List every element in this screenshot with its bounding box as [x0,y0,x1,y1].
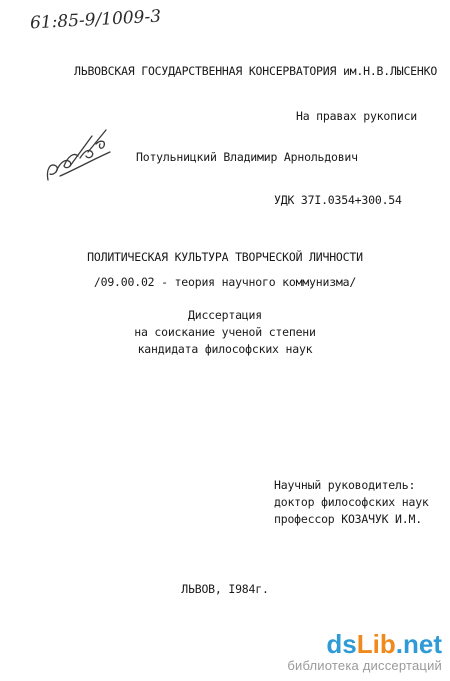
supervisor-label: Научный руководитель: [274,478,416,492]
handwritten-signature [40,122,120,188]
dissertation-title: ПОЛИТИЧЕСКАЯ КУЛЬТУРА ТВОРЧЕСКОЙ ЛИЧНОСТИ [87,250,363,264]
work-type-line1: Диссертация [188,308,262,322]
specialty-code: /09.00.02 - теория научного коммунизма/ [93,275,357,289]
author-name: Потульницкий Владимир Арнольдович [136,150,358,164]
supervisor-degree: доктор философских наук [274,495,429,509]
work-type-line3: кандидата философских наук [137,342,313,356]
logo-ds: ds [326,629,357,659]
dslib-watermark [287,630,442,673]
watermark-caption: библиотека диссертаций [287,658,442,673]
place-year: ЛЬВОВ, I984г. [181,582,269,596]
archive-mark: 61:85-9/1009-3 [29,6,162,34]
logo-lib: Lib [356,629,396,659]
supervisor-name: профессор КОЗАЧУК И.М. [274,512,422,526]
work-type-line2: на соискание ученой степени [134,325,316,339]
rights-note: На правах рукописи [296,109,418,123]
institution-name: ЛЬВОВСКАЯ ГОСУДАРСТВЕННАЯ КОНСЕРВАТОРИЯ им.Н.В.ЛЫСЕНКО [74,64,438,78]
dslib-logo [287,630,442,658]
logo-net: .net [395,629,442,659]
udc-code: УДК 37I.0354+300.54 [274,193,402,207]
